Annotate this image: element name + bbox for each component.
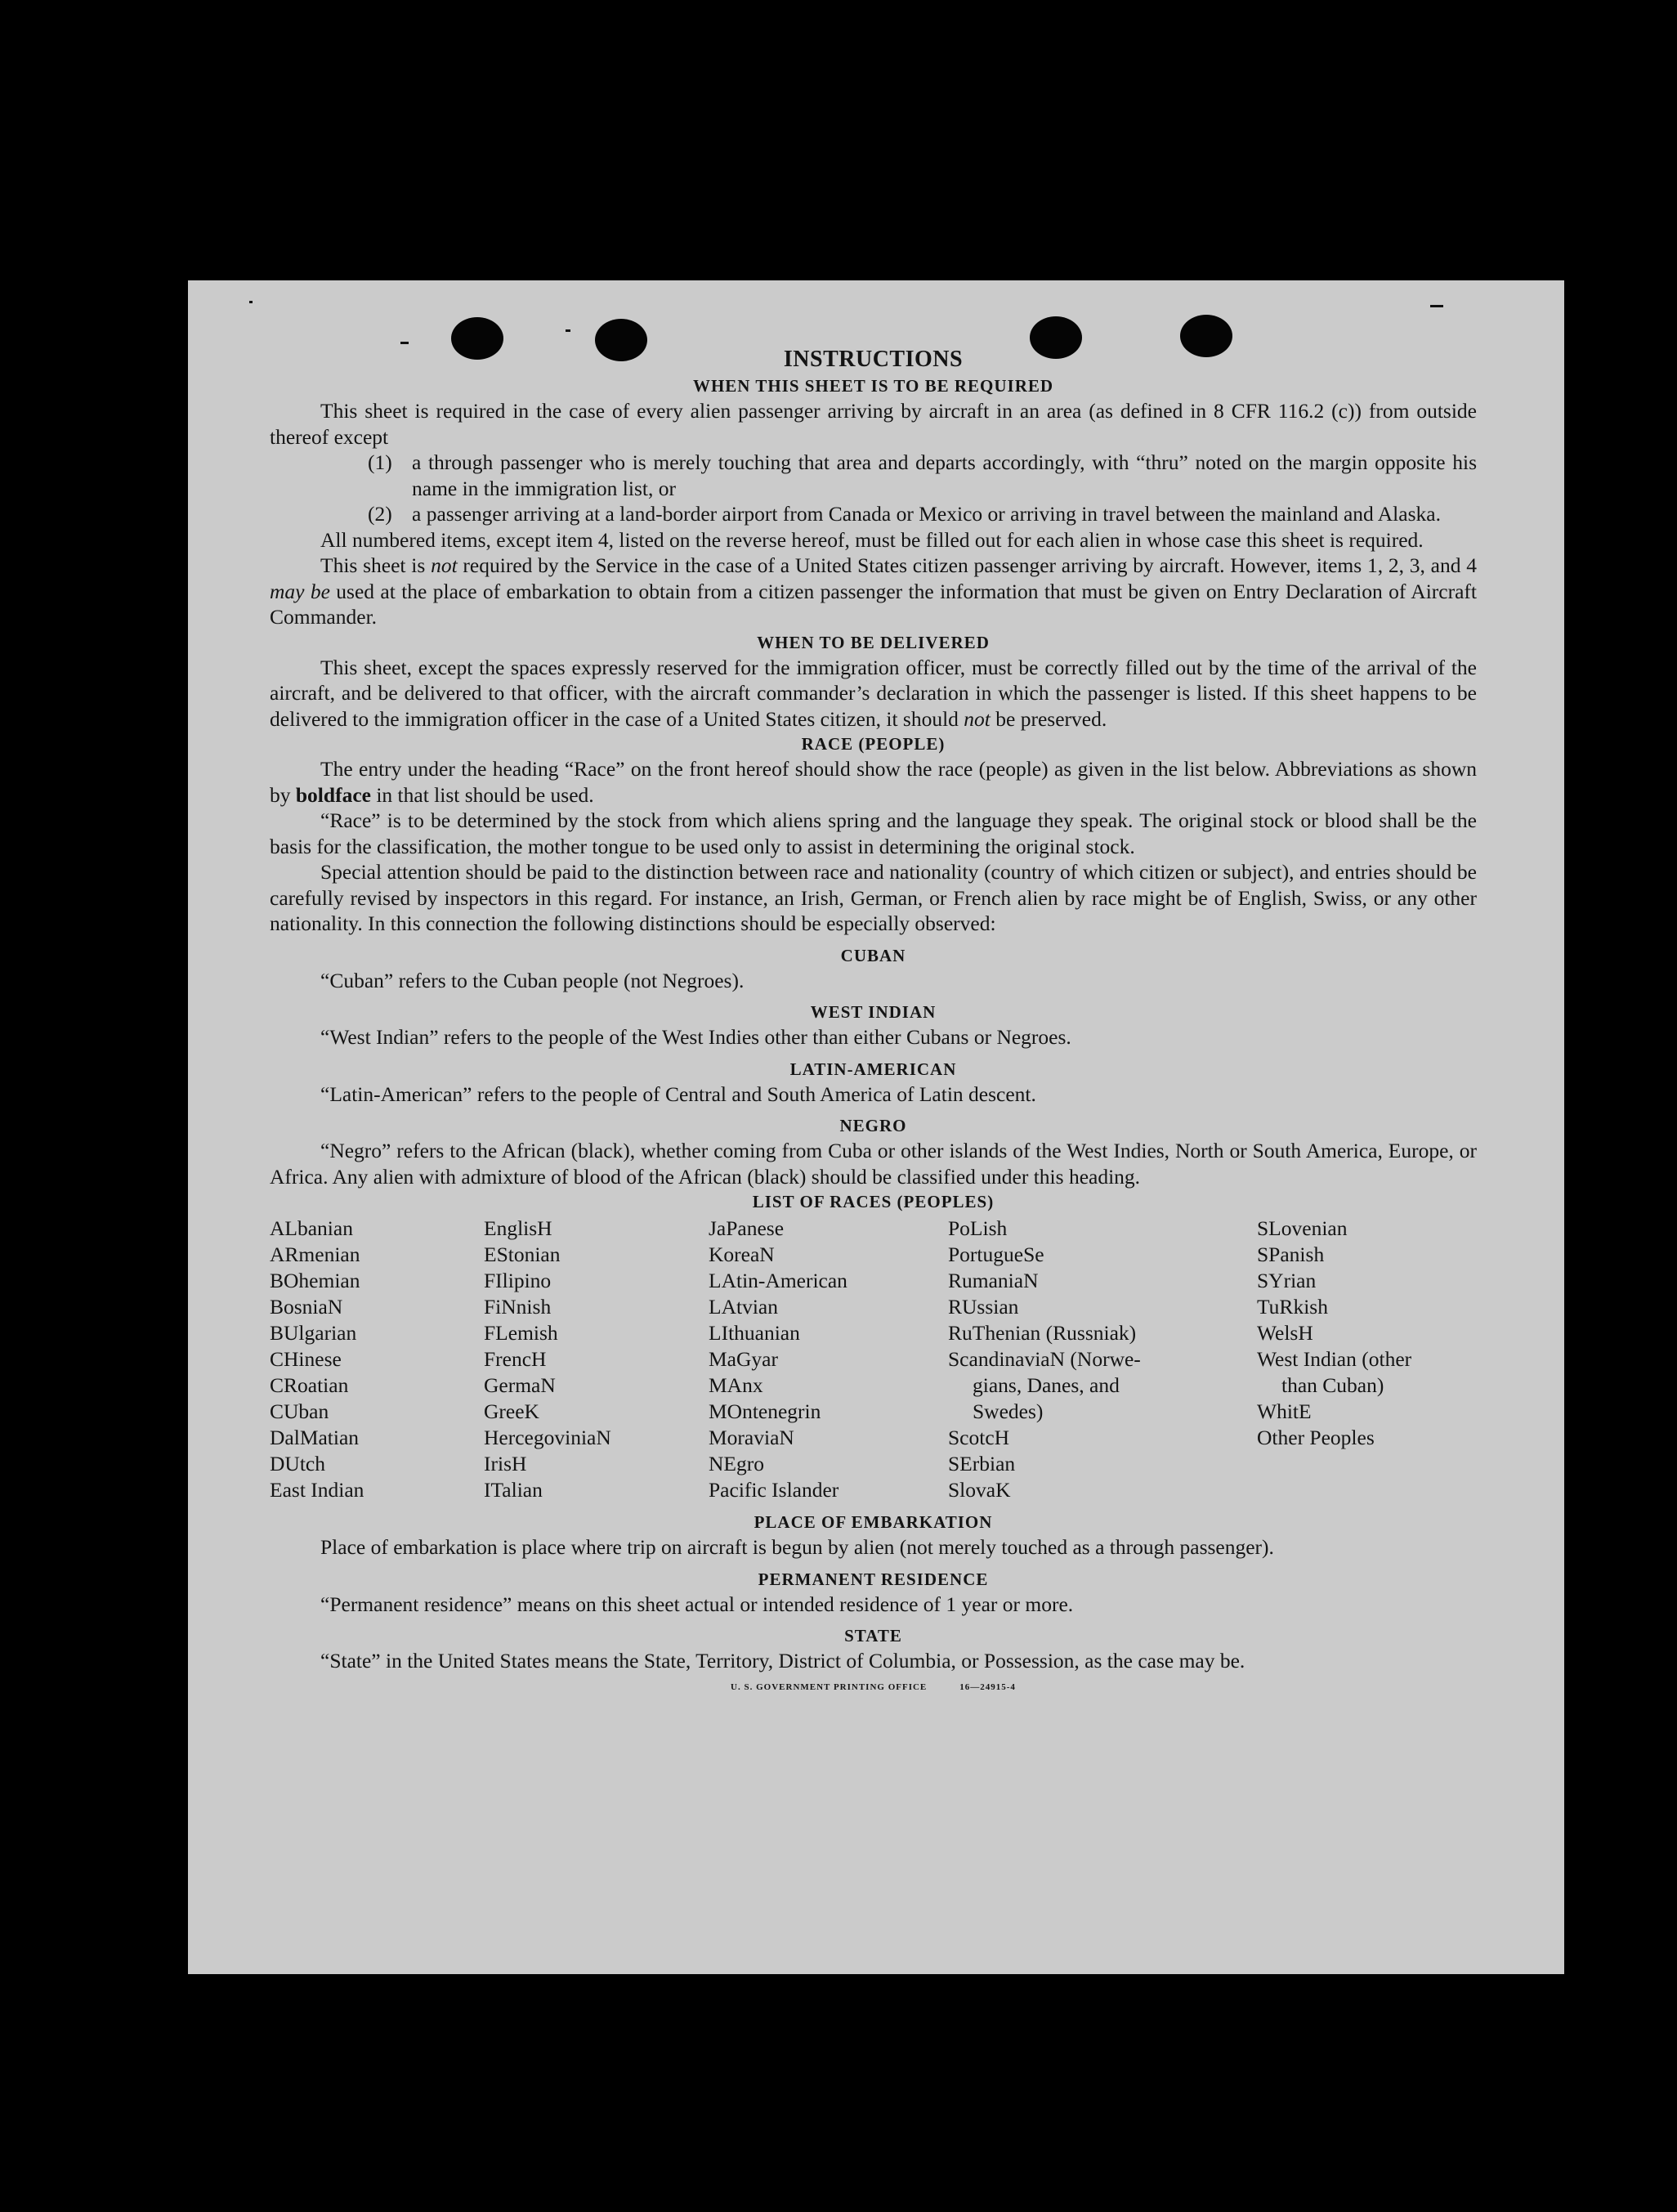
paragraph: “Race” is to be determined by the stock from which aliens spring and the language they speak. The original stock or blood shall be the basis for the classification, the mother tongue to be used only to assist in determining the original stock. bbox=[270, 808, 1477, 858]
race-entry: JaPanese bbox=[709, 1216, 785, 1240]
race-entry: CHinese bbox=[270, 1347, 342, 1371]
race-entry: EStonian bbox=[484, 1243, 561, 1266]
item-number: (1) bbox=[368, 450, 392, 474]
section-heading-negro: NEGRO bbox=[839, 1116, 907, 1135]
race-entry: FrencH bbox=[484, 1347, 547, 1371]
section-heading-embarkation: PLACE OF EMBARKATION bbox=[754, 1512, 993, 1532]
paragraph: “State” in the United States means the State, Territory, District of Columbia, or Possession, as the case may be. bbox=[320, 1649, 1245, 1672]
section-heading-residence: PERMANENT RESIDENCE bbox=[758, 1569, 989, 1589]
race-entry: WelsH bbox=[1257, 1321, 1313, 1345]
race-entry: EnglisH bbox=[484, 1216, 552, 1240]
race-entry: gians, Danes, and bbox=[973, 1373, 1120, 1397]
paragraph: Special attention should be paid to the distinction between race and nationality (country of which citizen or subject), and entries should be carefully revised by inspectors in this regard. For instance, an Irish, German, or French alien by race might be of English, Swiss, or any other nationality. In this connection the following distinctions should be especially observed: bbox=[270, 860, 1477, 935]
races-column-1 bbox=[270, 1216, 484, 1503]
section-heading-state: STATE bbox=[844, 1626, 902, 1646]
mark bbox=[400, 342, 409, 344]
paragraph: “Latin-American” refers to the people of Central and South America of Latin descent. bbox=[320, 1081, 1036, 1106]
item-text: a through passenger who is merely touching that area and departs accordingly, with “thru” noted on the margin opposite his name in the immigration list, or bbox=[412, 450, 1477, 500]
mark bbox=[566, 329, 570, 332]
race-entry: CUban bbox=[270, 1399, 329, 1423]
race-entry: BOhemian bbox=[270, 1269, 360, 1292]
race-entry: SYrian bbox=[1257, 1269, 1317, 1292]
document-sheet bbox=[188, 280, 1564, 1974]
paragraph: “Negro” refers to the African (black), whether coming from Cuba or other islands of the West Indies, North or South America, Europe, or Africa. Any alien with admixture of blood of the African (black) should be classified under this heading. bbox=[270, 1139, 1477, 1189]
instructions-content bbox=[270, 346, 1477, 1695]
race-entry: WhitE bbox=[1257, 1399, 1312, 1423]
race-entry: RuThenian (Russniak) bbox=[948, 1321, 1137, 1345]
race-entry: HercegoviniaN bbox=[484, 1426, 611, 1449]
paragraph: “Cuban” refers to the Cuban people (not Negroes). bbox=[320, 968, 745, 992]
race-entry: PoLish bbox=[948, 1216, 1008, 1240]
race-entry: PortugueSe bbox=[948, 1243, 1044, 1266]
race-entry: LAtvian bbox=[709, 1295, 778, 1319]
race-entry: GreeK bbox=[484, 1399, 539, 1423]
section-heading-required: WHEN THIS SHEET IS TO BE REQUIRED bbox=[692, 376, 1054, 396]
race-entry: ALbanian bbox=[270, 1216, 353, 1240]
paragraph: This sheet, except the spaces expressly reserved for the immigration officer, must be correctly filled out by the time of the arrival of the aircraft, and be delivered to that officer, with the aircraft commander’s declaration in which the passenger is listed. If this sheet happens to be delivered to the immigration officer in the case of a United States citizen, it should not be preserved. bbox=[270, 655, 1477, 731]
paragraph: “West Indian” refers to the people of the West Indies other than either Cubans or Negroes. bbox=[320, 1025, 1071, 1049]
race-entry: MoraviaN bbox=[709, 1426, 794, 1449]
paragraph: “Permanent residence” means on this sheet actual or intended residence of 1 year or more. bbox=[320, 1592, 1074, 1616]
race-entry: LAtin-American bbox=[709, 1269, 847, 1292]
race-entry: MOntenegrin bbox=[709, 1399, 821, 1423]
race-entry: than Cuban) bbox=[1281, 1373, 1384, 1397]
mark bbox=[1430, 305, 1443, 307]
race-entry: West Indian (other bbox=[1257, 1347, 1412, 1371]
item-number: (2) bbox=[368, 502, 392, 526]
printer-footer bbox=[270, 1679, 1477, 1695]
race-entry: East Indian bbox=[270, 1478, 364, 1502]
list-item bbox=[270, 450, 1477, 501]
section-heading-latin-american: LATIN-AMERICAN bbox=[789, 1059, 957, 1079]
race-entry: Swedes) bbox=[973, 1399, 1044, 1423]
section-heading-cuban: CUBAN bbox=[840, 945, 906, 965]
race-entry: CRoatian bbox=[270, 1373, 349, 1397]
race-entry: ScandinaviaN (Norwe- bbox=[948, 1347, 1141, 1371]
races-list bbox=[270, 1216, 1477, 1503]
race-entry: SErbian bbox=[948, 1452, 1016, 1475]
races-column-4 bbox=[948, 1216, 1257, 1503]
race-entry: Other Peoples bbox=[1257, 1426, 1375, 1449]
races-column-3 bbox=[709, 1216, 948, 1503]
race-entry: ARmenian bbox=[270, 1243, 360, 1266]
paragraph: This sheet is not required by the Service in the case of a United States citizen passenger arriving by aircraft. However, items 1, 2, 3, and 4 may be used at the place of embarkation to obtain from a citizen passenger the information that must be given on Entry Declaration of Aircraft Commander. bbox=[270, 553, 1477, 629]
paragraph: The entry under the heading “Race” on the front hereof should show the race (people) as given in the list below. Abbreviations as shown by boldface in that list should be used. bbox=[270, 757, 1477, 807]
section-heading-race: RACE (PEOPLE) bbox=[801, 734, 946, 754]
mark bbox=[249, 301, 253, 303]
race-entry: FLemish bbox=[484, 1321, 558, 1345]
race-entry: IrisH bbox=[484, 1452, 527, 1475]
race-entry: MaGyar bbox=[709, 1347, 778, 1371]
race-entry: LIthuanian bbox=[709, 1321, 800, 1345]
paragraph: All numbered items, except item 4, listed on the reverse hereof, must be filled out for each alien in whose case this sheet is required. bbox=[320, 527, 1424, 552]
race-entry: ScotcH bbox=[948, 1426, 1010, 1449]
paragraph: This sheet is required in the case of every alien passenger arriving by aircraft in an area (as defined in 8 CFR 116.2 (c)) from outside thereof except bbox=[270, 399, 1477, 449]
race-entry: FiNnish bbox=[484, 1295, 552, 1319]
race-entry: SlovaK bbox=[948, 1478, 1011, 1502]
race-entry: RumaniaN bbox=[948, 1269, 1039, 1292]
section-heading-races-list: LIST OF RACES (PEOPLES) bbox=[752, 1192, 995, 1211]
page-title: INSTRUCTIONS bbox=[783, 347, 964, 372]
race-entry: RUssian bbox=[948, 1295, 1019, 1319]
race-entry: KoreaN bbox=[709, 1243, 775, 1266]
race-entry: GermaN bbox=[484, 1373, 556, 1397]
race-entry: Pacific Islander bbox=[709, 1478, 839, 1502]
item-text: a passenger arriving at a land-border airport from Canada or Mexico or arriving in travel between the mainland and Alaska. bbox=[412, 502, 1441, 526]
list-item bbox=[270, 501, 1477, 527]
race-entry: BosniaN bbox=[270, 1295, 343, 1319]
races-column-5 bbox=[1257, 1216, 1477, 1503]
section-heading-west-indian: WEST INDIAN bbox=[810, 1002, 937, 1022]
form-code: 16—24915-4 bbox=[959, 1681, 1016, 1692]
race-entry: TuRkish bbox=[1257, 1295, 1328, 1319]
paragraph: Place of embarkation is place where trip on aircraft is begun by alien (not merely touched as a through passenger). bbox=[320, 1535, 1274, 1559]
race-entry: SLovenian bbox=[1257, 1216, 1348, 1240]
race-entry: BUlgarian bbox=[270, 1321, 357, 1345]
race-entry: FIlipino bbox=[484, 1269, 552, 1292]
race-entry: MAnx bbox=[709, 1373, 763, 1397]
race-entry: DalMatian bbox=[270, 1426, 360, 1449]
race-entry: ITalian bbox=[484, 1478, 543, 1502]
printing-office: U. S. GOVERNMENT PRINTING OFFICE bbox=[731, 1681, 928, 1692]
races-column-2 bbox=[484, 1216, 709, 1503]
race-entry: SPanish bbox=[1257, 1243, 1325, 1266]
section-heading-delivered: WHEN TO BE DELIVERED bbox=[757, 632, 990, 652]
race-entry: NEgro bbox=[709, 1452, 764, 1475]
race-entry: DUtch bbox=[270, 1452, 325, 1475]
